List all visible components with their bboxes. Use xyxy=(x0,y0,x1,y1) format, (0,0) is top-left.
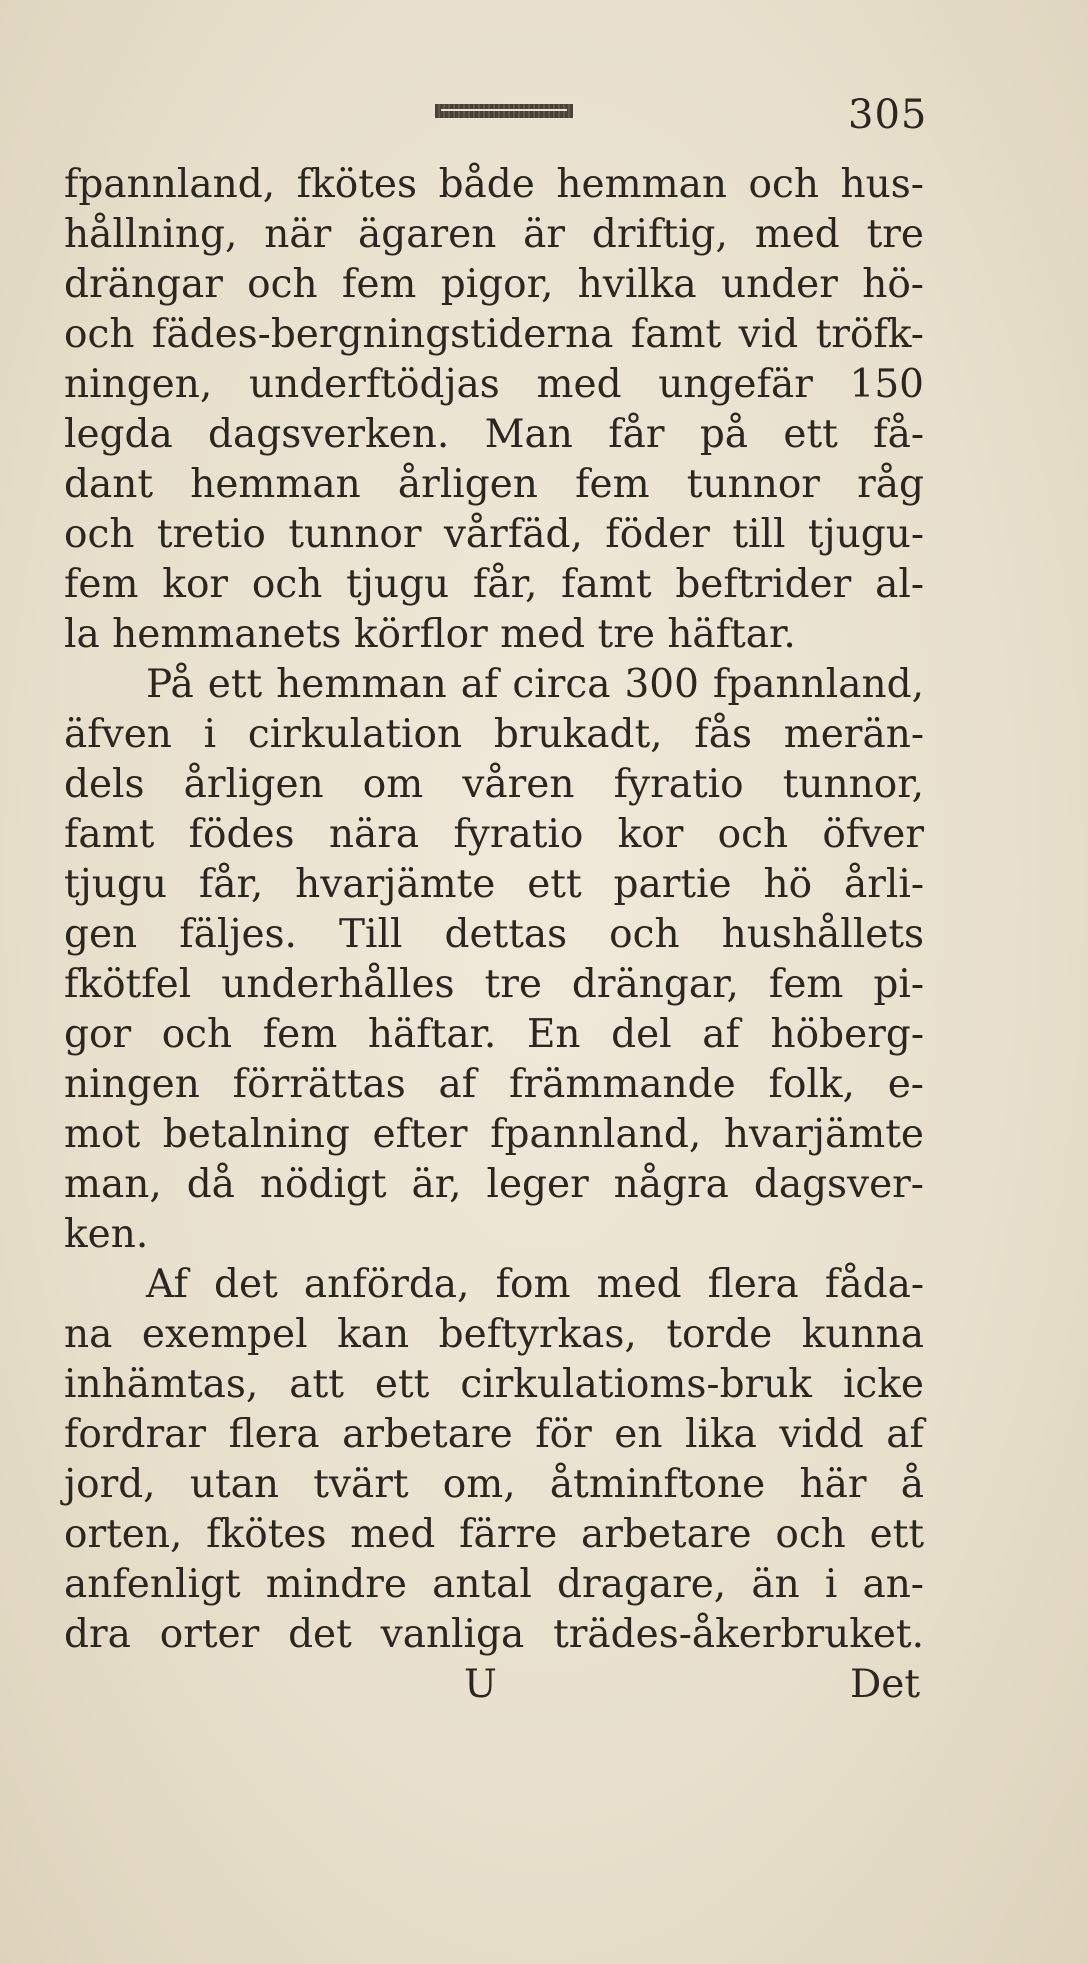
text-line: man, då nödigt är, leger några dagsver- xyxy=(64,1162,924,1207)
footer-row xyxy=(64,1660,924,1710)
text-line: la hemmanets körflor med tre häftar. xyxy=(64,612,796,657)
text-line: famt födes nära fyratio kor och öfver xyxy=(64,812,924,857)
text-line: dra orter det vanliga trädes-åkerbruket. xyxy=(64,1612,924,1657)
page-number: 305 xyxy=(848,92,928,138)
text-line: gor och fem häftar. En del af höberg- xyxy=(64,1012,924,1057)
text-line: och fädes-bergningstiderna famt vid tröfk- xyxy=(64,312,924,357)
text-line: drängar och fem pigor, hvilka under hö- xyxy=(64,262,924,307)
text-line: På ett hemman af circa 300 fpannland, xyxy=(146,662,924,707)
text-line: anfenligt mindre antal dragare, än i an- xyxy=(64,1562,924,1607)
text-line: Af det anförda, fom med flera fåda- xyxy=(146,1262,924,1307)
text-line: tjugu får, hvarjämte ett partie hö årli- xyxy=(64,862,924,907)
text-line: dels årligen om våren fyratio tunnor, xyxy=(64,762,924,807)
text-line: fpannland, fkötes både hemman och hus- xyxy=(64,162,924,207)
body-text xyxy=(64,160,924,1660)
text-line: äfven i cirkulation brukadt, fås merän- xyxy=(64,712,924,757)
text-line: jord, utan tvärt om, åtminftone här å xyxy=(64,1462,924,1507)
text-line: legda dagsverken. Man får på ett få- xyxy=(64,412,924,457)
text-line: mot betalning efter fpannland, hvarjämte xyxy=(64,1112,924,1157)
text-line: dant hemman årligen fem tunnor råg xyxy=(64,462,924,507)
catchword: Det xyxy=(849,1662,920,1707)
text-line: fkötfel underhålles tre drängar, fem pi- xyxy=(64,962,924,1007)
text-line: na exempel kan beftyrkas, torde kunna xyxy=(64,1312,924,1357)
text-line: ken. xyxy=(64,1212,149,1257)
text-line: gen fäljes. Till dettas och hushållets xyxy=(64,912,924,957)
signature-mark: U xyxy=(464,1662,497,1707)
text-line: fordrar flera arbetare för en lika vidd af xyxy=(64,1412,924,1457)
text-line: och tretio tunnor vårfäd, föder till tjugu- xyxy=(64,512,924,557)
text-line: orten, fkötes med färre arbetare och ett xyxy=(64,1512,924,1557)
text-line: ningen, underftödjas med ungefär 150 xyxy=(64,362,924,407)
text-line: fem kor och tjugu får, famt beftrider al- xyxy=(64,562,924,607)
text-line: ningen förrättas af främmande folk, e- xyxy=(64,1062,924,1107)
text-line: hållning, när ägaren är driftig, med tre xyxy=(64,212,924,257)
text-line: inhämtas, att ett cirkulatioms-bruk icke xyxy=(64,1362,924,1407)
header-rule xyxy=(435,104,573,118)
